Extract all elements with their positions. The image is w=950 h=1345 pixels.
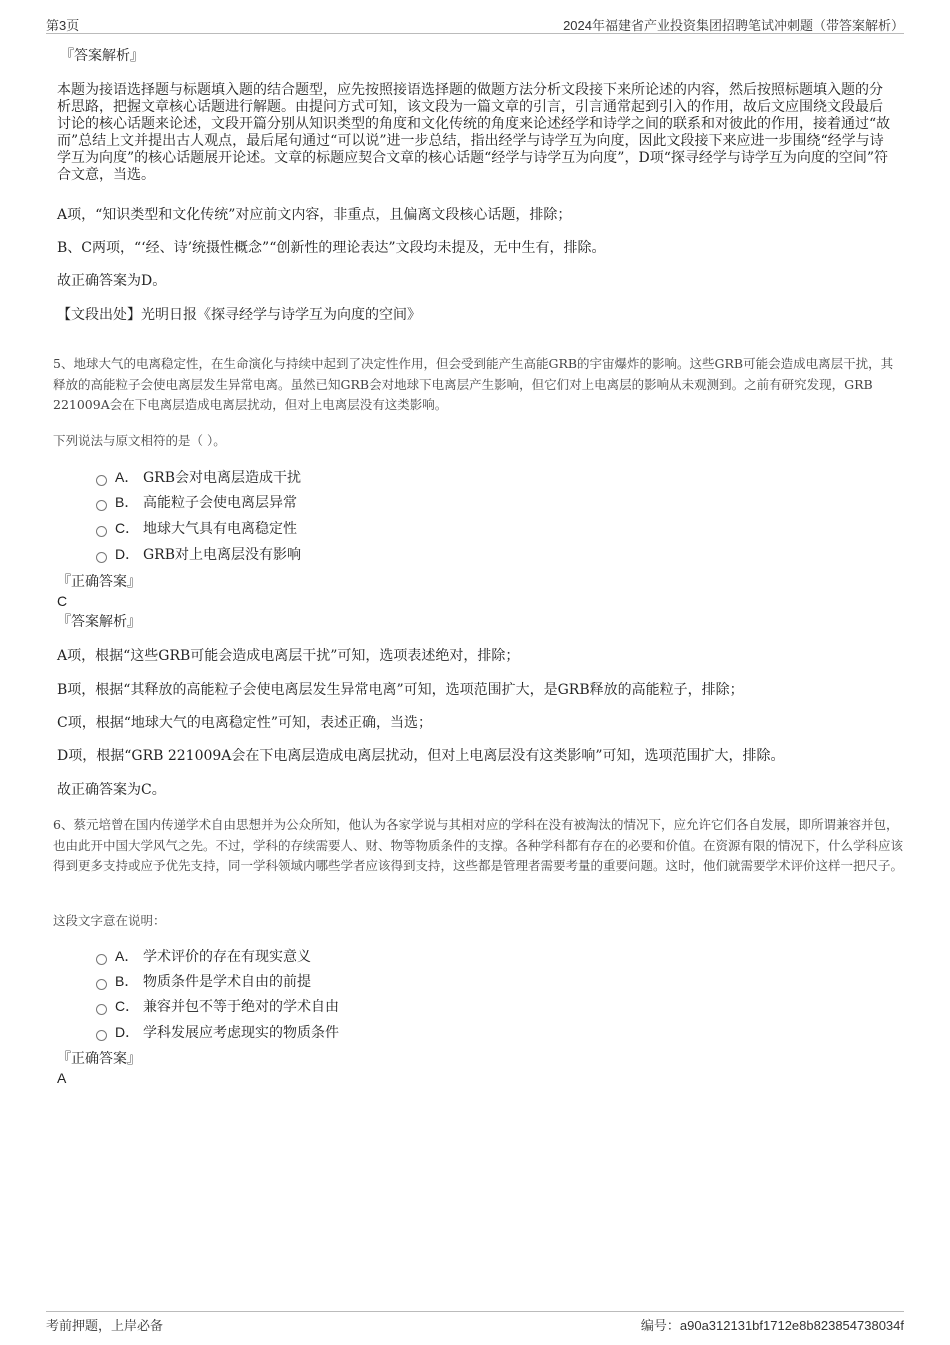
question-5-conclusion: 故正确答案为C。 (57, 782, 166, 798)
question-5-answer: C (57, 593, 68, 609)
radio-icon[interactable] (96, 979, 107, 990)
question-5-analysis-c: C项，根据“地球大气的电离稳定性”可知，表述正确，当选； (57, 715, 433, 731)
analysis-option-bc: B、C两项，“‘经、诗’统摄性概念”“创新性的理论表达”文段均未提及，无中生有，排除。 (57, 240, 606, 256)
page-number: 第3页 (46, 18, 80, 33)
radio-icon[interactable] (96, 552, 107, 563)
question-5-analysis-d: D项，根据“GRB 221009A会在下电离层造成电离层扰动，但对上电离层没有这类影响”可知，选项范围扩大，排除。 (57, 748, 785, 764)
question-5-text: 5、地球大气的电离稳定性，在生命演化与持续中起到了决定性作用，但会受到能产生高能GRB的宇宙爆炸的影响。这些GRB可能会造成电离层干扰，其释放的高能粒子会使电离层发生异常电离。虽然已知GRB会对地球下电离层产生影响，但它们对上电离层的影响从未观测到。之前有研究发现，GRB 221009A会在下电离层造成电离层扰动，但对上电离层没有这类影响。 (53, 356, 894, 412)
analysis-option-a: A项，“知识类型和文化传统”对应前文内容，非重点，且偏离文段核心话题，排除； (57, 207, 572, 223)
analysis-heading: 『答案解析』 (60, 48, 144, 64)
page-header (46, 14, 904, 34)
question-5-analysis-heading: 『答案解析』 (57, 614, 141, 630)
analysis-conclusion: 故正确答案为D。 (57, 273, 167, 289)
question-6-answer: A (57, 1070, 67, 1086)
question-6-prompt: 这段文字意在说明： (53, 913, 166, 928)
analysis-paragraph: 本题为接语选择题与标题填入题的结合题型，应先按照接语选择题的做题方法分析文段接下来所论述的内容，然后按照标题填入题的分析思路，把握文章核心话题进行解题。由提问方式可知，该文段为一篇文章的引言，引言通常起到引入的作用，故后文应围绕文段最后讨论的核心话题来论述，文段开篇分别从知识类型的角度和文化传统的角度来论述经学和诗学之间的联系和对彼此的作用，接着通过“故而”总结上文并提出古人观点，最后尾句通过“可以说”进一步总结，指出经学与诗学互为向度，因此文段接下来应进一步围绕“经学与诗学互为向度”的核心话题展开论述。文章的标题应契合文章的核心话题“经学与诗学互为向度”，D项“探寻经学与诗学互为向度的空间”符合文意，当选。 (57, 82, 891, 183)
footer-slogan: 考前押题，上岸必备 (46, 1319, 164, 1334)
question-5-option-a[interactable]: A． GRB会对电离层造成干扰 (96, 468, 301, 487)
question-5-prompt: 下列说法与原文相符的是（ ）。 (53, 433, 226, 448)
page-footer (46, 1311, 904, 1333)
question-6-option-c[interactable]: C． 兼容并包不等于绝对的学术自由 (96, 997, 339, 1016)
question-5-option-d[interactable]: D． GRB对上电离层没有影响 (96, 545, 301, 564)
radio-icon[interactable] (96, 526, 107, 537)
question-5-analysis-a: A项，根据“这些GRB可能会造成电离层干扰”可知，选项表述绝对，排除； (57, 648, 520, 664)
radio-icon[interactable] (96, 1004, 107, 1015)
question-6-option-d[interactable]: D． 学科发展应考虑现实的物质条件 (96, 1023, 339, 1042)
footer-code: 编号：a90a312131bf1712e8b823854738034f (640, 1318, 904, 1334)
document-title: 2024年福建省产业投资集团招聘笔试冲刺题（带答案解析） (563, 18, 904, 33)
question-6-option-b[interactable]: B． 物质条件是学术自由的前提 (96, 972, 311, 991)
question-6-text: 6、蔡元培曾在国内传递学术自由思想并为公众所知，他认为各家学说与其相对应的学科在没有被淘汰的情况下，应允许它们各自发展，即所谓兼容并包，也由此开中国大学风气之先。不过，学科的存续需要人、财、物等物质条件的支撑。各种学科都有存在的必要和价值。在资源有限的情况下，什么学科应该得到更多支持或应予优先支持，同一学科领域内哪些学者应该得到支持，这些都是管理者需要考量的重要问题。这时，他们就需要学术评价这样一把尺子。 (53, 817, 904, 873)
question-5-analysis-b: B项，根据“其释放的高能粒子会使电离层发生异常电离”可知，选项范围扩大，是GRB释放的高能粒子，排除； (57, 682, 744, 698)
question-6-answer-heading: 『正确答案』 (57, 1051, 141, 1067)
radio-icon[interactable] (96, 1030, 107, 1041)
radio-icon[interactable] (96, 954, 107, 965)
question-5-answer-heading: 『正确答案』 (57, 574, 141, 590)
radio-icon[interactable] (96, 475, 107, 486)
source-citation: 【文段出处】光明日报《探寻经学与诗学互为向度的空间》 (57, 307, 421, 323)
question-6-option-a[interactable]: A． 学术评价的存在有现实意义 (96, 947, 311, 966)
question-5-option-b[interactable]: B． 高能粒子会使电离层异常 (96, 493, 297, 512)
radio-icon[interactable] (96, 500, 107, 511)
question-5-option-c[interactable]: C． 地球大气具有电离稳定性 (96, 519, 297, 538)
